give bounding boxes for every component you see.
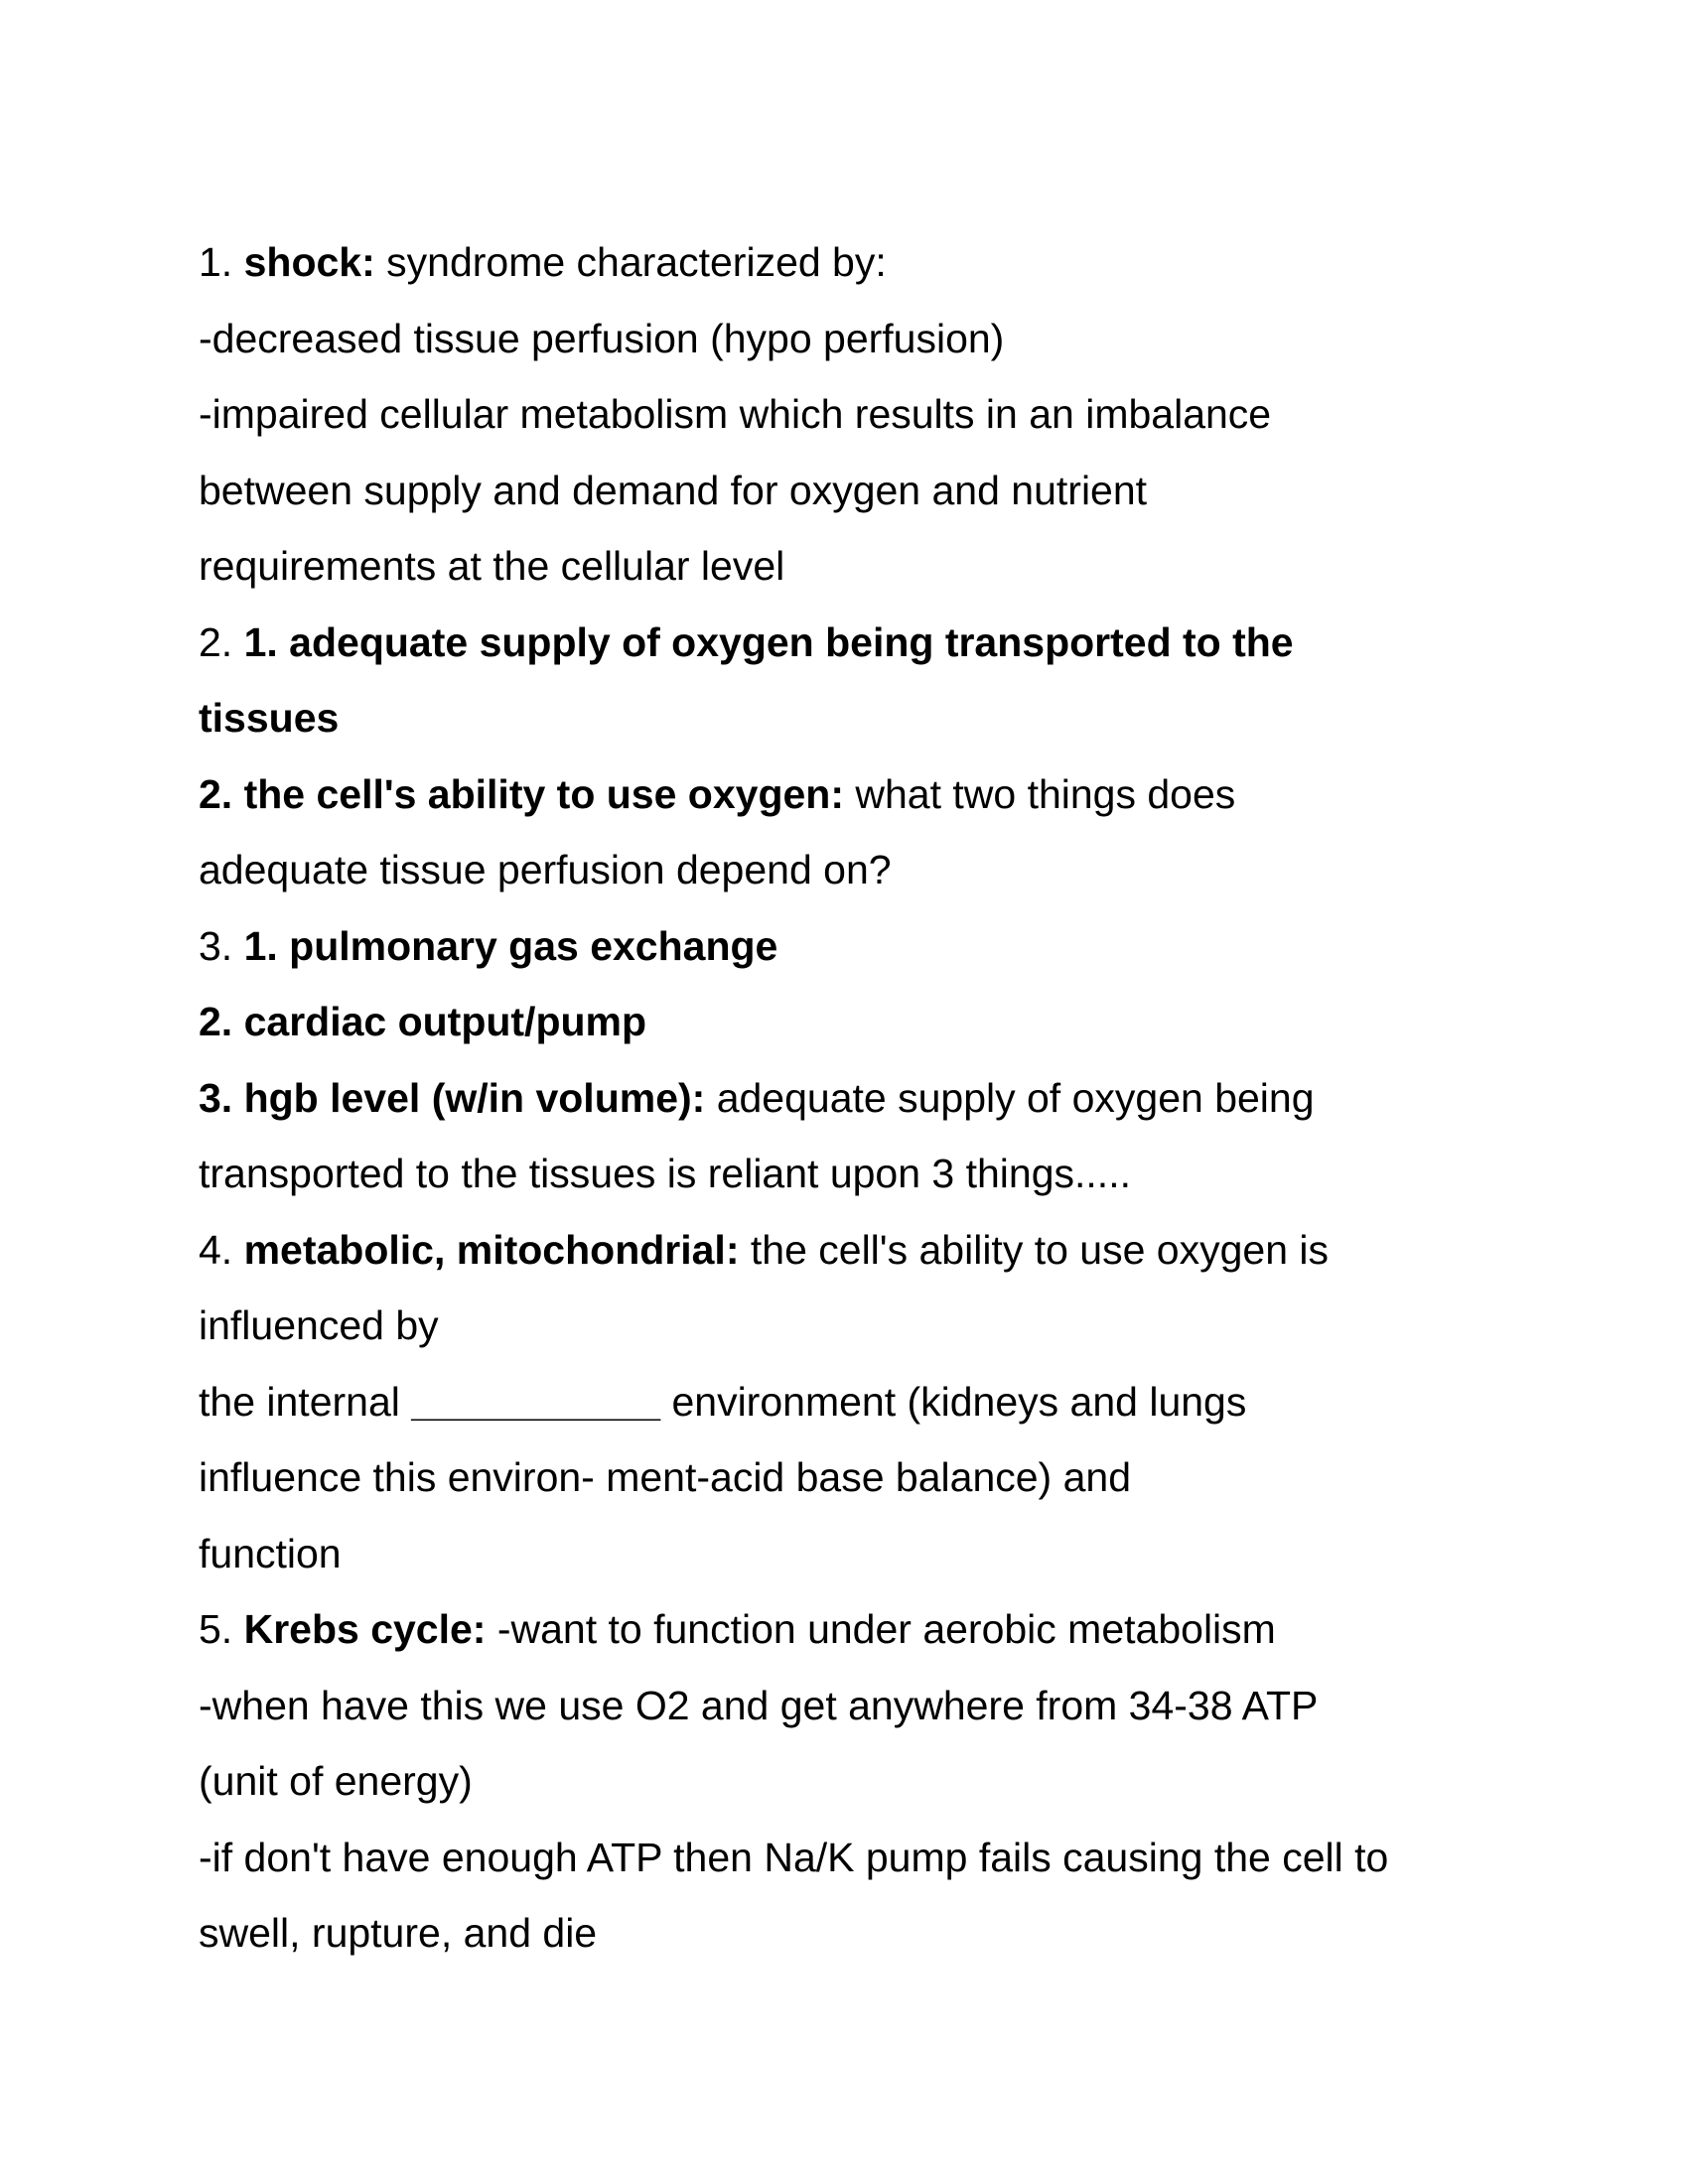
plain-text: -want to function under aerobic metabolism [486, 1606, 1276, 1652]
bold-text: 2. cardiac output/pump [199, 999, 647, 1044]
text-line [199, 1439, 1529, 1516]
plain-text: the internal [199, 1378, 412, 1425]
text-line [199, 301, 1529, 377]
plain-text: environment (kidneys and lungs [660, 1378, 1247, 1425]
text-line [199, 605, 1529, 681]
plain-text: what two things does [844, 770, 1236, 817]
bold-text: Krebs cycle: [243, 1606, 487, 1652]
text-line [199, 376, 1529, 453]
plain-text: influence this environ- ment-acid base balance) and [199, 1454, 1131, 1500]
plain-text: swell, rupture, and die [199, 1910, 598, 1956]
text-line [199, 680, 1529, 756]
plain-text: adequate tissue perfusion depend on? [199, 847, 892, 892]
text-line [199, 1136, 1529, 1212]
text-line [199, 453, 1529, 529]
plain-text: transported to the tissues is reliant upon 3 things..... [199, 1151, 1131, 1196]
plain-text: 5. [199, 1606, 244, 1652]
bold-text: 1. adequate supply of oxygen being transported to the [243, 618, 1294, 665]
document-body [199, 224, 1529, 1972]
plain-text: the cell's ability to use oxygen is [739, 1226, 1330, 1273]
plain-text: 1. [199, 239, 244, 285]
text-line [199, 756, 1529, 833]
text-line [199, 1820, 1529, 1896]
plain-text: -decreased tissue perfusion (hypo perfusion) [199, 315, 1005, 361]
plain-text: adequate supply of oxygen being [705, 1074, 1315, 1121]
plain-text: requirements at the cellular level [199, 543, 785, 589]
plain-text: (unit of energy) [199, 1758, 473, 1804]
text-line [199, 1288, 1529, 1364]
text-line [199, 1591, 1529, 1668]
text-line [199, 1060, 1529, 1137]
text-line [199, 224, 1529, 301]
bold-text: 3. hgb level (w/in volume): [199, 1074, 706, 1121]
plain-text: 4. [199, 1226, 244, 1273]
text-line [199, 832, 1529, 908]
bold-text: 2. the cell's ability to use oxygen: [199, 770, 844, 817]
bold-text: shock: [243, 239, 375, 285]
plain-text: influenced by [199, 1302, 439, 1348]
text-line [199, 1212, 1529, 1289]
plain-text: -when have this we use O2 and get anywhere from 34-38 ATP [199, 1682, 1319, 1728]
text-line [199, 1895, 1529, 1972]
text-line [199, 1364, 1529, 1440]
bold-text: tissues [199, 695, 340, 741]
plain-text: 2. [199, 618, 244, 665]
plain-text: between supply and demand for oxygen and nutrient [199, 467, 1148, 513]
text-line [199, 908, 1529, 985]
plain-text: -impaired cellular metabolism which results in an imbalance [199, 391, 1272, 437]
text-line [199, 528, 1529, 605]
plain-text: syndrome characterized by: [374, 239, 887, 285]
text-line [199, 1668, 1529, 1744]
bold-text: ___________ [411, 1378, 661, 1425]
bold-text: 1. pulmonary gas exchange [243, 922, 778, 969]
text-line [199, 984, 1529, 1060]
text-line [199, 1743, 1529, 1820]
text-line [199, 1516, 1529, 1592]
plain-text: -if don't have enough ATP then Na/K pump fails causing the cell to [199, 1834, 1389, 1880]
plain-text: 3. [199, 922, 244, 969]
plain-text: function [199, 1530, 342, 1576]
bold-text: metabolic, mitochondrial: [243, 1226, 740, 1273]
